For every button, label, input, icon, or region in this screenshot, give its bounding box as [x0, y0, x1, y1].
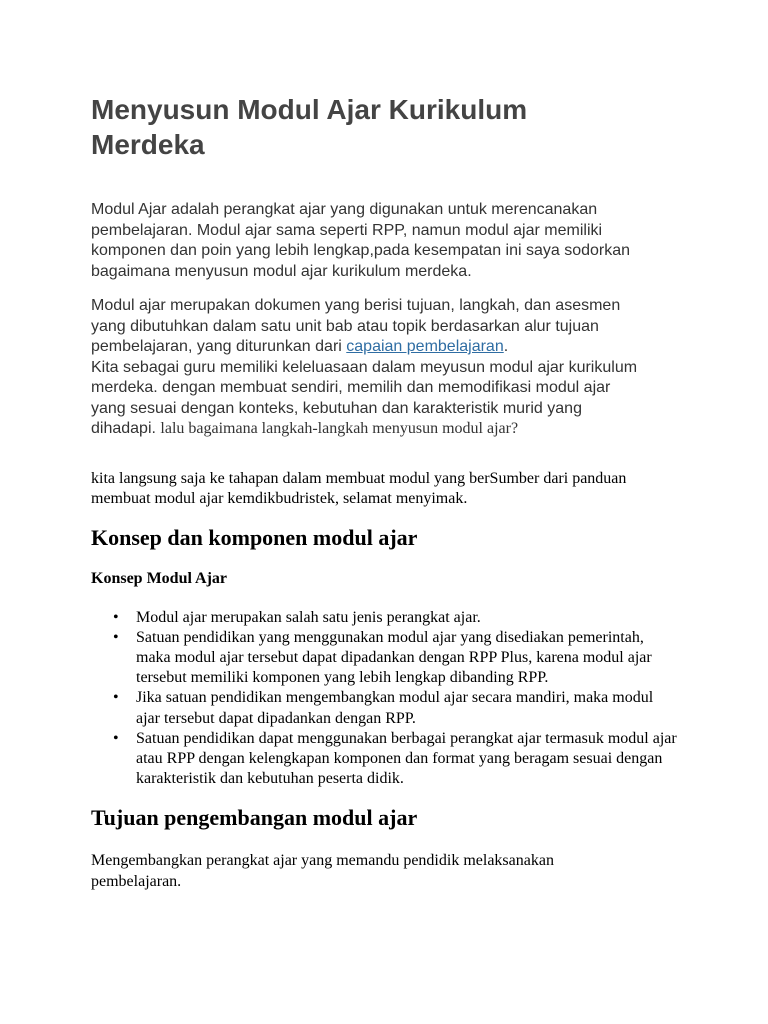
- list-item-text: Modul ajar merupakan salah satu jenis perangkat ajar.: [136, 608, 481, 626]
- bullet-icon: •: [113, 608, 119, 626]
- bullet-icon: •: [113, 628, 119, 646]
- tujuan-paragraph: [91, 851, 691, 892]
- tujuan-line: Mengembangkan perangkat ajar yang memandu pendidik melaksanakan: [91, 852, 554, 870]
- bullet-icon: •: [113, 729, 119, 747]
- document-page: [91, 92, 691, 892]
- page-title: [91, 92, 691, 162]
- konsep-bullet-list: [91, 608, 691, 790]
- intro-paragraph: [91, 200, 691, 282]
- intro-line: komponen dan poin yang lebih lengkap,pada kesempatan ini saya sodorkan: [91, 242, 631, 259]
- definition-line: merdeka. dengan membuat sendiri, memilih dan memodifikasi modul ajar: [91, 379, 611, 396]
- list-item: [91, 729, 681, 790]
- bullet-icon: •: [113, 689, 119, 707]
- definition-line: yang sesuai dengan konteks, kebutuhan dan karakteristik murid yang: [91, 399, 582, 417]
- title-line: Menyusun Modul Ajar Kurikulum: [91, 94, 528, 125]
- definition-line: yang dibutuhkan dalam satu unit bab atau topik berdasarkan alur tujuan: [91, 317, 599, 335]
- subheading-konsep-modul-ajar: Konsep Modul Ajar: [91, 569, 228, 587]
- definition-text: dihadapi.: [91, 420, 161, 437]
- title-line: Merdeka: [91, 129, 205, 160]
- definition-line: Kita sebagai guru memiliki keleluasaan dalam meyusun modul ajar kurikulum: [91, 358, 638, 376]
- definition-line: Modul ajar merupakan dokumen yang berisi tujuan, langkah, dan asesmen: [91, 297, 621, 314]
- tujuan-line: pembelajaran.: [91, 872, 182, 890]
- intro-line: Modul Ajar adalah perangkat ajar yang digunakan untuk merencanakan: [91, 201, 598, 218]
- definition-text: .: [503, 338, 509, 355]
- section-heading-tujuan: Tujuan pengembangan modul ajar: [91, 805, 418, 831]
- list-item-text: Satuan pendidikan yang menggunakan modul ajar yang disediakan pemerintah, maka modul ajar tersebut dapat dipadankan dengan RPP Plus, karena modul ajar tersebut memiliki komponen yang lebih lengkap dibanding RPP.: [136, 628, 652, 687]
- source-paragraph: [91, 469, 691, 510]
- definition-line: [91, 337, 691, 358]
- definition-line: [91, 419, 691, 440]
- list-item: [91, 628, 681, 689]
- intro-line: pembelajaran. Modul ajar sama seperti RPP, namun modul ajar memiliki: [91, 221, 603, 239]
- source-line: membuat modul ajar kemdikbudristek, selamat menyimak.: [91, 490, 468, 507]
- list-item: [91, 608, 681, 628]
- definition-paragraph: [91, 296, 691, 440]
- section-heading-konsep: Konsep dan komponen modul ajar: [91, 524, 418, 550]
- definition-text: pembelajaran, yang diturunkan dari: [91, 338, 347, 355]
- list-item: [91, 688, 681, 728]
- intro-line: bagaimana menyusun modul ajar kurikulum merdeka.: [91, 262, 472, 280]
- list-item-text: Satuan pendidikan dapat menggunakan berbagai perangkat ajar termasuk modul ajar atau RPP dengan kelengkapan komponen dan format yang beragam sesuai dengan karakteristik dan kebutuhan peserta didik.: [136, 729, 677, 788]
- capaian-pembelajaran-link[interactable]: capaian pembelajaran: [346, 338, 504, 355]
- question-text: lalu bagaimana langkah-langkah menyusun modul ajar?: [160, 420, 519, 437]
- list-item-text: Jika satuan pendidikan mengembangkan modul ajar secara mandiri, maka modul ajar tersebut dapat dipadankan dengan RPP.: [136, 689, 654, 727]
- source-line: kita langsung saja ke tahapan dalam membuat modul yang berSumber dari panduan: [91, 469, 627, 487]
